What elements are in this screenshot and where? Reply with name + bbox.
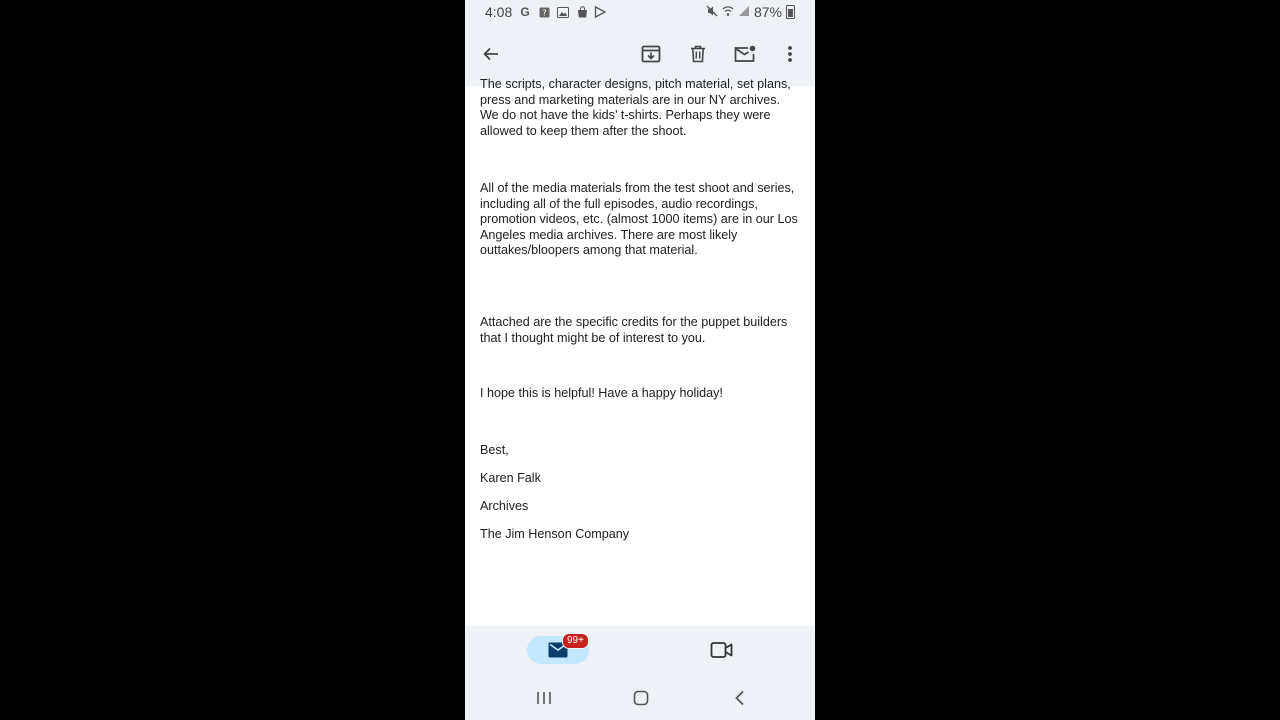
play-store-icon — [593, 5, 607, 19]
system-navigation-bar — [465, 676, 815, 720]
gallery-icon — [556, 5, 570, 19]
archive-icon[interactable] — [637, 40, 665, 68]
email-paragraph: Attached are the specific credits for the puppet builders that I thought might be of interest to you. — [480, 315, 788, 345]
unread-count-badge: 99+ — [562, 633, 589, 649]
meet-tab[interactable] — [709, 638, 735, 662]
email-body — [465, 77, 815, 626]
recent-apps-icon[interactable] — [532, 686, 556, 710]
mark-unread-icon[interactable] — [731, 40, 759, 68]
signature-line: Best, — [480, 443, 509, 457]
battery-icon — [786, 5, 795, 19]
email-paragraph: All of the media materials from the test shoot and series, including all of the full episodes, audio recordings, promotion videos, etc. (almost 1000 items) are in our Los Angeles media archives. There are most likely outtakes/bloopers among that material. — [480, 181, 798, 258]
status-right — [706, 4, 795, 20]
phone-screen — [465, 0, 815, 720]
status-time: 4:08 — [485, 4, 513, 20]
mute-icon — [706, 4, 718, 20]
signature-name: Karen Falk — [480, 471, 541, 485]
email-paragraph: I hope this is helpful! Have a happy holiday! — [480, 386, 723, 400]
battery-text: 87% — [753, 4, 782, 20]
delete-icon[interactable] — [684, 40, 712, 68]
bottom-navigation — [465, 626, 815, 676]
more-vert-icon[interactable] — [776, 40, 804, 68]
back-nav-icon[interactable] — [728, 686, 752, 710]
email-paragraph: The scripts, character designs, pitch material, set plans, press and marketing materials are in our NY archives. We do not have the kids’ t-shirts. Perhaps they were allowed to keep them after the shoot. — [480, 77, 791, 138]
notification-icon — [537, 5, 551, 19]
svg-text:?: ? — [541, 8, 547, 17]
signal-icon — [738, 4, 750, 20]
signature-department: Archives — [480, 499, 529, 513]
signature-company: The Jim Henson Company — [480, 527, 630, 541]
back-arrow-icon[interactable] — [477, 40, 505, 68]
wifi-icon — [722, 4, 734, 20]
shopping-bag-icon — [575, 5, 589, 19]
status-bar — [465, 0, 815, 24]
google-icon: G — [520, 5, 530, 19]
home-icon[interactable] — [629, 686, 653, 710]
video-camera-icon — [710, 641, 734, 659]
